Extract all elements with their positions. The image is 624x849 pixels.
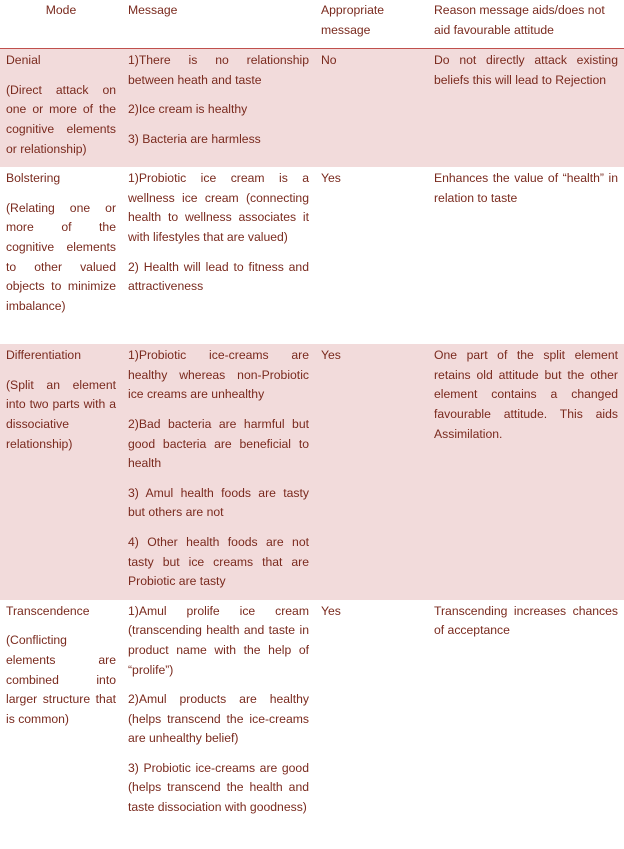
message-item: 2)Amul products are healthy (helps transcend the ice-creams are unhealthy belief): [128, 692, 309, 746]
table-row-transcendence: [0, 600, 624, 848]
mode-name: Transcendence: [6, 603, 90, 618]
mode-description: (Direct attack on one or more of the cognitive elements or relationship): [6, 82, 116, 156]
header-row: [0, 0, 624, 49]
message-item: 2)Bad bacteria are harmful but good bacteria are beneficial to health: [128, 416, 309, 471]
reason-cell: Do not directly attack existing beliefs this will lead to Rejection: [428, 49, 624, 168]
message-cell: [122, 167, 315, 344]
mode-description: (Split an element into two parts with a dissociative relationship): [6, 377, 116, 451]
mode-name: Bolstering: [6, 171, 61, 186]
table-row-denial: [0, 49, 624, 168]
reason-cell: One part of the split element retains old attitude but the other element contains a changed favourable attitude. This aids Assimilation.: [428, 344, 624, 600]
mode-name: Denial: [6, 53, 41, 68]
header-reason: Reason message aids/does not aid favourable attitude: [428, 0, 624, 49]
appropriate-cell: Yes: [321, 603, 341, 618]
message-item: 1)There is no relationship between heath and taste: [128, 53, 309, 87]
mode-description: (Relating one or more of the cognitive elements to other valued objects to minimize imbalance): [6, 200, 116, 313]
mode-cell: [0, 600, 122, 848]
message-cell: [122, 344, 315, 600]
reason-cell: Transcending increases chances of acceptance: [434, 603, 618, 638]
message-cell: [122, 49, 315, 168]
message-cell: [122, 600, 315, 848]
appropriate-cell: No: [315, 49, 428, 168]
message-item: 3) Amul health foods are tasty but others are not: [128, 485, 309, 520]
mode-cell: [0, 344, 122, 600]
header-appropriate: Appropriate message: [315, 0, 428, 49]
message-item: 4) Other health foods are not tasty but ice creams that are Probiotic are tasty: [128, 534, 309, 589]
reason-cell: Enhances the value of “health” in relation to taste: [434, 171, 618, 205]
mode-description: (Conflicting elements are combined into larger structure that is common): [6, 633, 116, 726]
appropriate-cell: Yes: [315, 344, 428, 600]
header-mode: Mode: [0, 0, 122, 49]
message-item: 1)Probiotic ice cream is a wellness ice cream (connecting health to wellness associates it with lifestyles that are valued): [128, 171, 309, 244]
message-item: 3) Bacteria are harmless: [128, 131, 261, 146]
message-item: 2) Health will lead to fitness and attractiveness: [128, 259, 309, 294]
message-item: 3) Probiotic ice-creams are good (helps transcend the health and taste dissociation with goodness): [128, 760, 309, 815]
appropriate-cell: Yes: [321, 171, 341, 186]
message-item: 1)Amul prolife ice cream (transcending health and taste in product name with the help of “prolife”): [128, 603, 309, 677]
table-row-differentiation: [0, 344, 624, 600]
table-row-bolstering: [0, 167, 624, 344]
message-item: 1)Probiotic ice-creams are healthy whereas non-Probiotic ice creams are unhealthy: [128, 348, 309, 402]
mode-cell: [0, 167, 122, 344]
header-message: Message: [122, 0, 315, 49]
mode-name: Differentiation: [6, 348, 81, 363]
message-item: 2)Ice cream is healthy: [128, 102, 248, 117]
mode-cell: [0, 49, 122, 168]
